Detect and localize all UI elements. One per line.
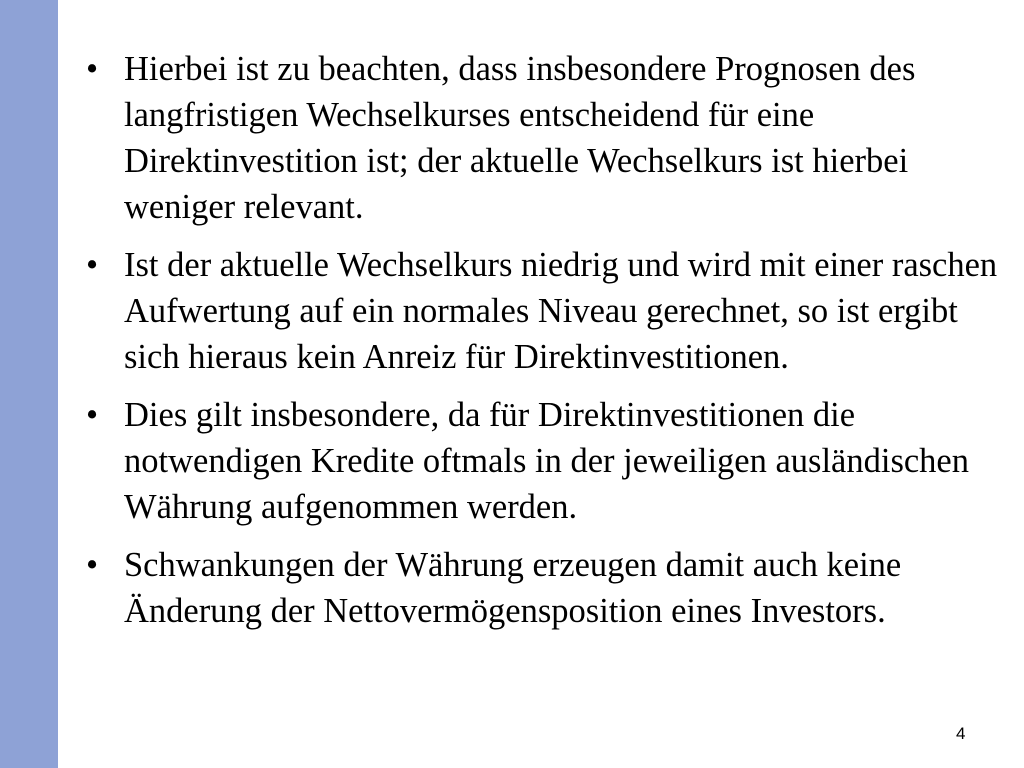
bullet-list (82, 46, 1002, 634)
bullet-text: Dies gilt insbesondere, da für Direktinvestitionen die notwendigen Kredite oftmals in der jeweiligen ausländischen Währung aufgenommen werden. (124, 396, 969, 526)
bullet-icon: • (86, 246, 99, 284)
bullet-icon: • (86, 396, 99, 434)
bullet-text: Hierbei ist zu beachten, dass insbesondere Prognosen des langfristigen Wechselkurses entscheidend für eine Direktinvestition ist; der aktuelle Wechselkurs ist hierbei weniger relevant. (124, 50, 916, 226)
bullet-text: Schwankungen der Währung erzeugen damit auch keine Änderung der Nettovermögensposition eines Investors. (124, 546, 902, 630)
side-accent-bar (0, 0, 58, 768)
bullet-item (82, 242, 1002, 380)
slide-content (82, 46, 1002, 646)
page-number: 4 (956, 724, 966, 743)
bullet-icon: • (86, 546, 99, 584)
bullet-icon: • (86, 50, 99, 88)
bullet-item (82, 542, 1002, 634)
bullet-text: Ist der aktuelle Wechselkurs niedrig und wird mit einer raschen Aufwertung auf ein normales Niveau gerechnet, so ist ergibt sich hieraus kein Anreiz für Direktinvestitionen. (124, 246, 998, 376)
bullet-item (82, 46, 1002, 230)
bullet-item (82, 392, 1002, 530)
